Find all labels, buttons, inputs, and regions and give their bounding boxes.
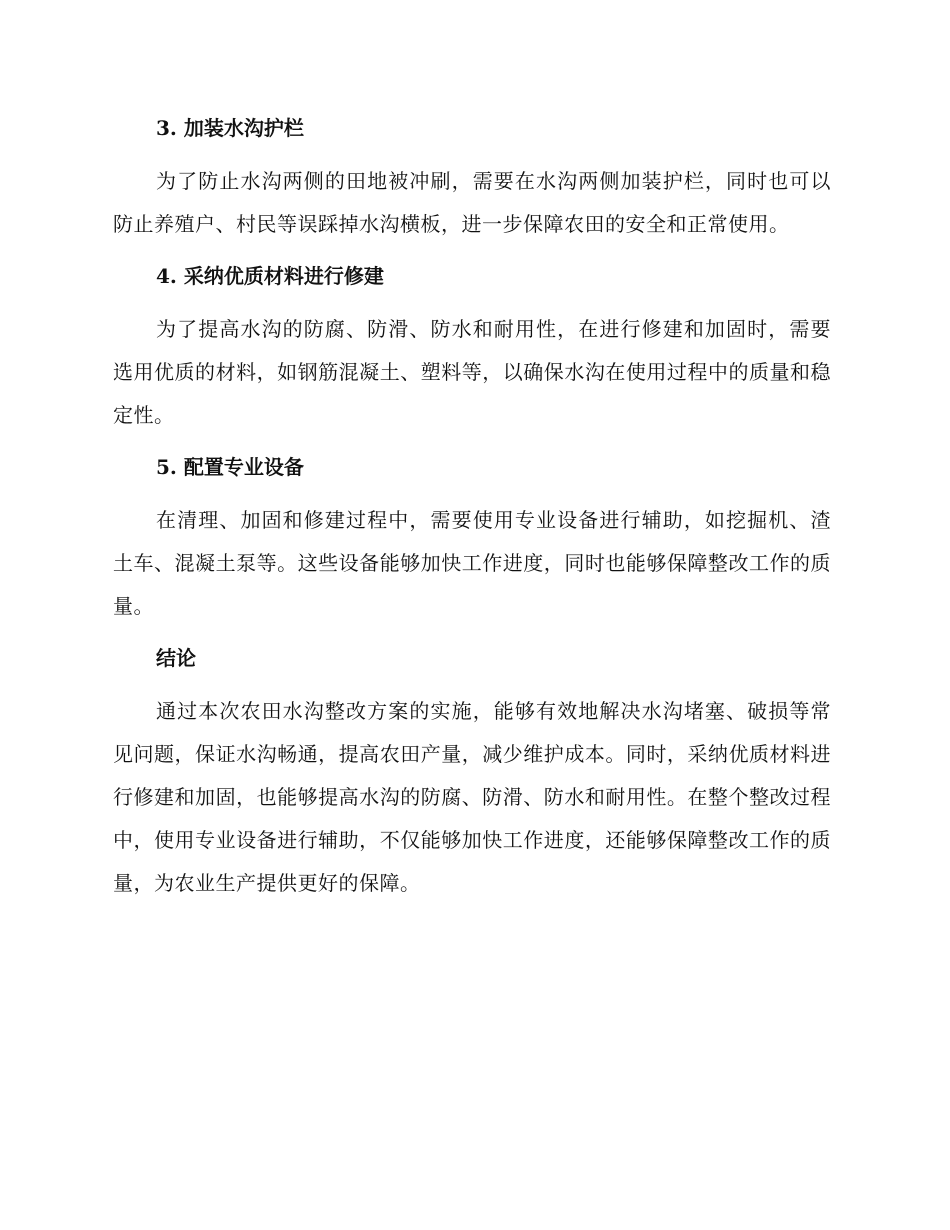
section-heading-materials: 4. 采纳优质材料进行修建 [156, 264, 384, 288]
document-page [113, 108, 831, 905]
section-heading-conclusion: 结论 [156, 646, 196, 670]
section-heading-guardrail: 3. 加装水沟护栏 [156, 116, 304, 140]
section-paragraph-materials: 为了提高水沟的防腐、防滑、防水和耐用性，在进行修建和加固时，需要选用优质的材料，如钢筋混凝土、塑料等，以确保水沟在使用过程中的质量和稳定性。 [113, 317, 831, 427]
section-paragraph-equipment: 在清理、加固和修建过程中，需要使用专业设备进行辅助，如挖掘机、渣土车、混凝土泵等。这些设备能够加快工作进度，同时也能够保障整改工作的质量。 [113, 508, 831, 618]
section-heading-equipment: 5. 配置专业设备 [156, 455, 304, 479]
section-paragraph-guardrail: 为了防止水沟两侧的田地被冲刷，需要在水沟两侧加装护栏，同时也可以防止养殖户、村民等误踩掉水沟横板，进一步保障农田的安全和正常使用。 [113, 169, 831, 236]
section-paragraph-conclusion: 通过本次农田水沟整改方案的实施，能够有效地解决水沟堵塞、破损等常见问题，保证水沟畅通，提高农田产量，减少维护成本。同时，采纳优质材料进行修建和加固，也能够提高水沟的防腐、防滑、防水和耐用性。在整个整改过程中，使用专业设备进行辅助，不仅能够加快工作进度，还能够保障整改工作的质量，为农业生产提供更好的保障。 [113, 699, 831, 895]
